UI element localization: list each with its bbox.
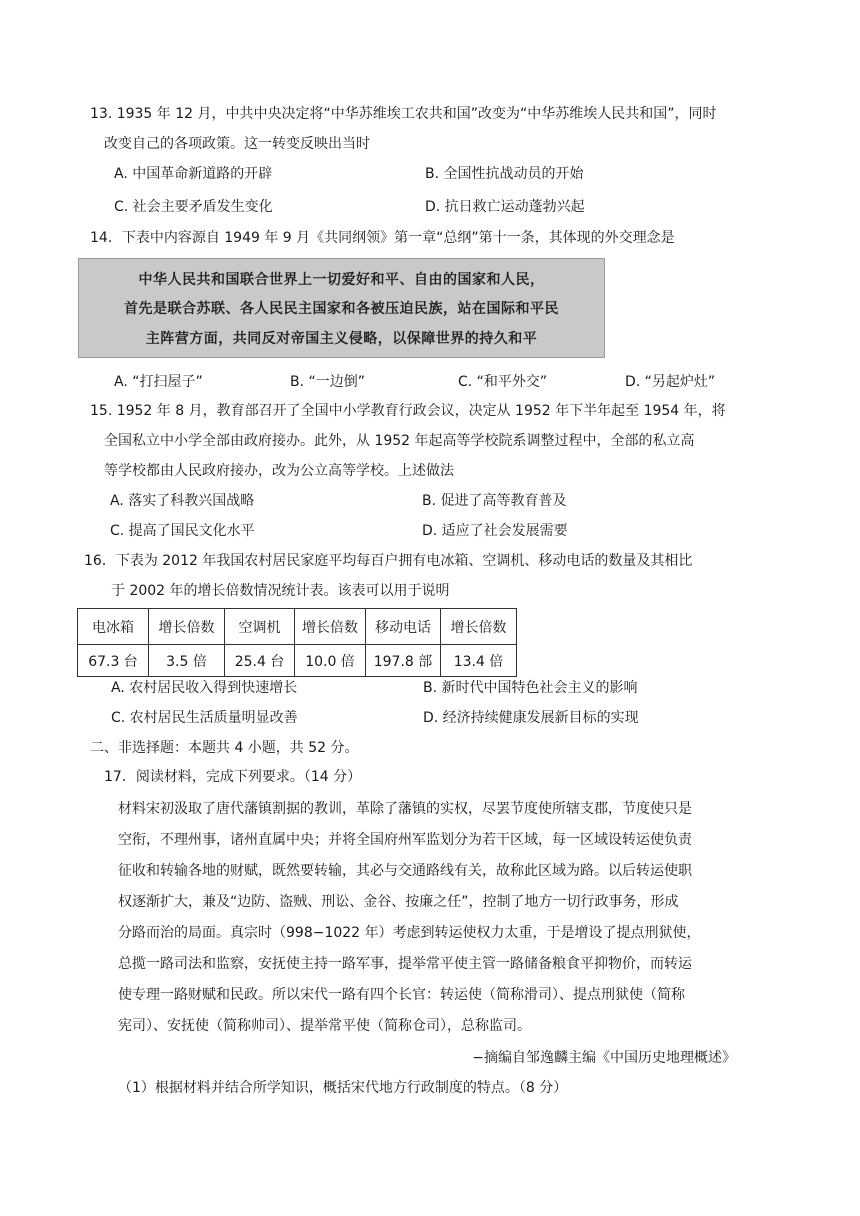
- q13-option-d: D. 抗日救亡运动蓬勃兴起: [425, 199, 585, 215]
- q14-image-line2: 首先是联合苏联、各人民民主国家和各被压迫民族，站在国际和平民: [124, 301, 559, 317]
- q14-option-b: B. “一边倒”: [290, 374, 366, 390]
- section-heading: 二、非选择题：本题共 4 小题，共 52 分。: [90, 740, 359, 756]
- q13-option-c: C. 社会主要矛盾发生变化: [114, 199, 273, 215]
- q17-stem: 17．阅读材料，完成下列要求。（14 分）: [104, 769, 362, 785]
- table-header-cell: 电冰箱: [78, 609, 149, 645]
- q16-option-a: A. 农村居民收入得到快速增长: [111, 680, 298, 696]
- q13-option-a: A. 中国革命新道路的开辟: [114, 166, 273, 182]
- q17-material-line: 分路而治的局面。真宗时（998−1022 年）考虑到转运使权力太重，于是增设了提点刑狱使，: [118, 925, 701, 941]
- q14-option-a: A. “打扫屋子”: [114, 374, 203, 390]
- q14-image-line3: 主阵营方面，共同反对帝国主义侵略，以保障世界的持久和平: [145, 331, 538, 347]
- q17-material-line: 使专理一路财赋和民政。所以宋代一路有四个长官：转运使（简称滑司）、提点刑狱使（简称: [118, 987, 685, 1003]
- table-header-row: [78, 609, 517, 645]
- q13-option-b: B. 全国性抗战动员的开始: [425, 166, 584, 182]
- q17-material-line: 宪司）、安抚使（简称帅司）、提举常平使（简称仓司），总称监司。: [118, 1018, 531, 1034]
- q13-stem-line1: 13. 1935 年 12 月，中共中央决定将“中华苏维埃工农共和国”改变为“中华苏维埃人民共和国”，同时: [90, 106, 717, 122]
- q16-option-b: B. 新时代中国特色社会主义的影响: [423, 680, 638, 696]
- q16-option-c: C. 农村居民生活质量明显改善: [111, 710, 298, 726]
- q15-option-a: A. 落实了科教兴国战略: [110, 493, 255, 509]
- q15-stem-line1: 15. 1952 年 8 月，教育部召开了全国中小学教育行政会议，决定从 1952 年下半年起至 1954 年，将: [90, 403, 726, 419]
- table-row: [78, 645, 517, 677]
- table-header-cell: 移动电话: [366, 609, 441, 645]
- q16-option-d: D. 经济持续健康发展新目标的实现: [423, 710, 639, 726]
- table-header-cell: 增长倍数: [149, 609, 225, 645]
- q15-option-b: B. 促进了高等教育普及: [422, 493, 567, 509]
- q16-stem-line2: 于 2002 年的增长倍数情况统计表。该表可以用于说明: [111, 583, 450, 599]
- table-cell: 10.0 倍: [295, 645, 366, 677]
- table-cell: 13.4 倍: [441, 645, 517, 677]
- q15-option-d: D. 适应了社会发展需要: [422, 523, 568, 539]
- q17-material-line: 征收和转输各地的财赋，既然要转输，其必与交通路线有关，故称此区域为路。以后转运使职: [118, 863, 692, 879]
- table-cell: 197.8 部: [366, 645, 441, 677]
- q15-option-c: C. 提高了国民文化水平: [110, 523, 255, 539]
- q14-option-d: D. “另起炉灶”: [625, 374, 716, 390]
- q17-material-line: 权逐渐扩大，兼及“边防、盗贼、刑讼、金谷、按廉之任”，控制了地方一切行政事务，形成: [118, 894, 679, 910]
- q17-material-line: 总揽一路司法和监察，安抚使主持一路军事，提举常平使主管一路储备粮食平抑物价，而转运: [118, 956, 692, 972]
- table-cell: 67.3 台: [78, 645, 149, 677]
- q15-stem-line3: 等学校都由人民政府接办，改为公立高等学校。上述做法: [104, 463, 454, 479]
- q17-material-line: 空衔，不理州事，诸州直属中央；并将全国府州军监划分为若干区域，每一区域设转运使负责: [118, 832, 692, 848]
- q16-stats-table: [77, 608, 517, 677]
- table-cell: 3.5 倍: [149, 645, 225, 677]
- q14-option-c: C. “和平外交”: [458, 374, 548, 390]
- q14-stem: 14．下表中内容源自 1949 年 9 月《共同纲领》第一章“总纲”第十一条，其体现的外交理念是: [90, 230, 675, 246]
- q17-material-line: 材料宋初汲取了唐代藩镇割据的教训，革除了藩镇的实权，尽罢节度使所辖支郡，节度使只是: [118, 801, 692, 817]
- q13-stem-line2: 改变自己的各项政策。这一转变反映出当时: [104, 136, 370, 152]
- q14-image-line1: 中华人民共和国联合世界上一切爱好和平、自由的国家和人民，: [138, 272, 545, 288]
- table-header-cell: 增长倍数: [295, 609, 366, 645]
- q14-quote-image: [78, 258, 605, 358]
- q17-source: −摘编自邹逸麟主编《中国历史地理概述》: [472, 1050, 736, 1066]
- q15-stem-line2: 全国私立中小学全部由政府接办。此外，从 1952 年起高等学校院系调整过程中，全部的私立高: [104, 433, 695, 449]
- table-header-cell: 增长倍数: [441, 609, 517, 645]
- q17-subquestion-1: （1）根据材料并结合所学知识，概括宋代地方行政制度的特点。（8 分）: [118, 1080, 568, 1096]
- table-header-cell: 空调机: [225, 609, 295, 645]
- q16-stem-line1: 16．下表为 2012 年我国农村居民家庭平均每百户拥有电冰箱、空调机、移动电话的数量及其相比: [84, 553, 693, 569]
- table-cell: 25.4 台: [225, 645, 295, 677]
